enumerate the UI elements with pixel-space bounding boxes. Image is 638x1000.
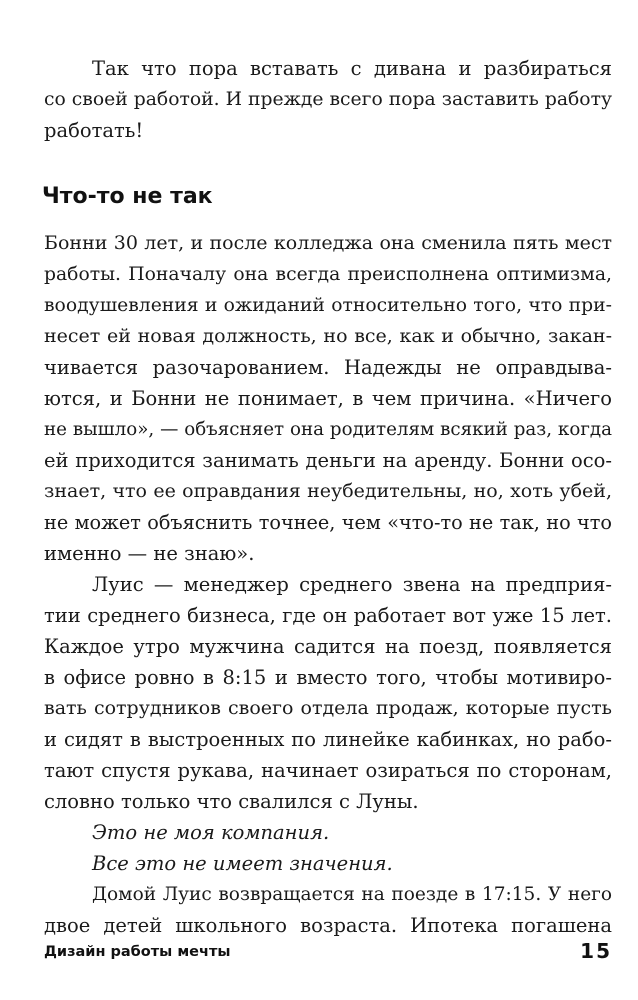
paragraph-line: двое детей школьного возраста. Ипотека погашена — [44, 914, 612, 937]
paragraph-line: Каждое утро мужчина садится на поезд, появляется — [44, 635, 612, 658]
paragraph-line: не вышло», — объясняет она родителям всякий раз, когда — [44, 419, 612, 440]
paragraph-line: чивается разочарованием. Надежды не оправдыва- — [44, 356, 612, 379]
intro-line: работать! — [44, 119, 144, 142]
paragraph-line: знает, что ее оправдания неубедительны, но, хоть убей, — [44, 480, 612, 502]
paragraph-line: тии среднего бизнеса, где он работает вот уже 15 лет. — [44, 604, 612, 627]
italic-thought: Все это не имеет значения. — [92, 852, 393, 875]
section-heading: Что-то не так — [42, 184, 213, 209]
paragraph-line: ются, и Бонни не понимает, в чем причина. «Ничего — [44, 387, 612, 410]
italic-thought: Это не моя компания. — [92, 821, 330, 844]
page-number: 15 — [580, 939, 612, 963]
paragraph-line: в офисе ровно в 8:15 и вместо того, чтобы мотивиро- — [44, 666, 612, 689]
paragraph-line: и сидят в выстроенных по линейке кабинках, но рабо- — [44, 728, 612, 751]
paragraph-line: тают спустя рукава, начинает озираться по сторонам, — [44, 759, 612, 782]
paragraph-line: воодушевления и ожиданий относительно того, что при- — [44, 295, 612, 316]
paragraph-line: Луис — менеджер среднего звена на предприя- — [92, 573, 612, 596]
intro-line: Так что пора вставать с дивана и разбираться — [92, 57, 612, 80]
paragraph-line: работы. Поначалу она всегда преисполнена оптимизма, — [44, 264, 612, 285]
paragraph-line: не может объяснить точнее, чем «что-то не так, но что — [44, 511, 612, 534]
intro-line: со своей работой. И прежде всего пора заставить работу — [44, 89, 612, 110]
paragraph-line: словно только что свалился с Луны. — [44, 790, 419, 813]
footer-book-title: Дизайн работы мечты — [44, 944, 231, 960]
paragraph-line: Домой Луис возвращается на поезде в 17:15. У него — [92, 884, 612, 905]
paragraph-line: несет ей новая должность, но все, как и обычно, закан- — [44, 325, 612, 347]
paragraph-line: Бонни 30 лет, и после колледжа она сменила пять мест — [44, 232, 612, 254]
paragraph-line: ей приходится занимать деньги на аренду. Бонни осо- — [44, 449, 612, 472]
paragraph-line: вать сотрудников своего отдела продаж, которые пусть — [44, 697, 612, 719]
paragraph-line: именно — не знаю». — [44, 542, 255, 565]
